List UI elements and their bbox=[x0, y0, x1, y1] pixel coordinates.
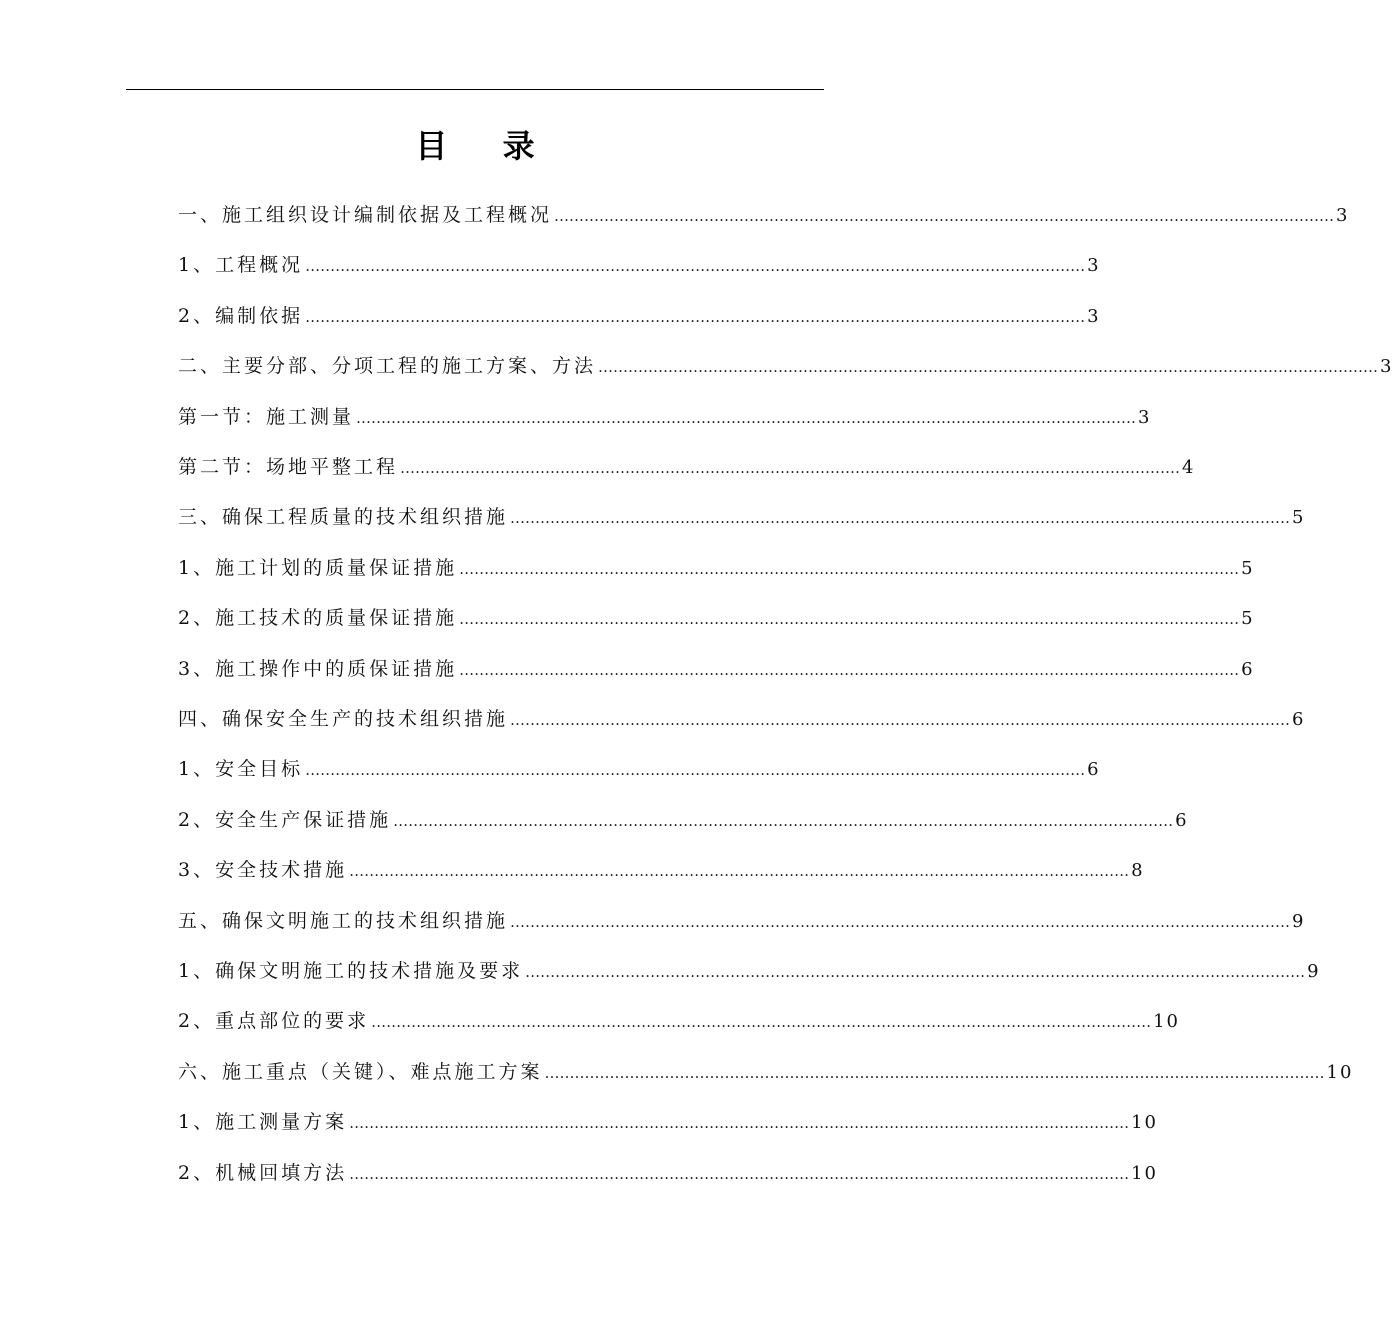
toc-entry[interactable] bbox=[178, 301, 1101, 331]
toc-entry-title: 1、确保文明施工的技术措施及要求 bbox=[178, 960, 524, 982]
toc-entry[interactable] bbox=[178, 1107, 1158, 1137]
toc-entry-page-number: 10 bbox=[1153, 1011, 1180, 1033]
toc-dot-leader: ………………………………………………………………………………………………………………………………………… bbox=[459, 610, 1240, 629]
toc-entry-page-number: 9 bbox=[1292, 910, 1306, 932]
toc-entry[interactable] bbox=[178, 1006, 1180, 1036]
toc-entry-title: 一、施工组织设计编制依据及工程概况 bbox=[178, 204, 553, 226]
toc-entry[interactable] bbox=[178, 956, 1321, 986]
toc-entry-title: 六、施工重点（关键）、难点施工方案 bbox=[178, 1060, 543, 1083]
toc-dot-leader: ………………………………………………………………………………………………………………………………………… bbox=[510, 912, 1291, 931]
toc-entry[interactable] bbox=[178, 906, 1306, 936]
toc-entry-page-number: 10 bbox=[1326, 1061, 1354, 1083]
toc-entry-page-number: 3 bbox=[1138, 406, 1152, 428]
toc-entry-title: 2、施工技术的质量保证措施 bbox=[178, 607, 458, 630]
toc-dot-leader: ………………………………………………………………………………………………………………………………………… bbox=[305, 307, 1086, 326]
toc-entry[interactable] bbox=[178, 402, 1152, 432]
toc-entry[interactable] bbox=[178, 502, 1306, 532]
toc-entry[interactable] bbox=[178, 250, 1101, 280]
toc-dot-leader: ………………………………………………………………………………………………………………………………………… bbox=[305, 257, 1086, 276]
toc-dot-leader: ………………………………………………………………………………………………………………………………………… bbox=[554, 207, 1335, 225]
toc-entry-page-number: 9 bbox=[1307, 961, 1321, 982]
toc-entry-page-number: 3 bbox=[1380, 356, 1393, 378]
toc-dot-leader: ………………………………………………………………………………………………………………………………………… bbox=[459, 559, 1240, 578]
toc-entry-page-number: 3 bbox=[1087, 255, 1101, 277]
toc-entry[interactable] bbox=[178, 553, 1255, 583]
toc-entry-title: 1、安全目标 bbox=[178, 758, 304, 781]
toc-entry-title: 3、安全技术措施 bbox=[178, 859, 348, 882]
toc-entry[interactable] bbox=[178, 452, 1196, 482]
toc-entry-page-number: 6 bbox=[1175, 809, 1189, 831]
toc-dot-leader: ………………………………………………………………………………………………………………………………………… bbox=[305, 761, 1086, 780]
toc-dot-leader: ………………………………………………………………………………………………………………………………………… bbox=[371, 1013, 1152, 1032]
toc-dot-leader: ………………………………………………………………………………………………………………………………………… bbox=[459, 660, 1240, 679]
toc-dot-leader: ………………………………………………………………………………………………………………………………………… bbox=[349, 862, 1130, 881]
toc-entry-page-number: 3 bbox=[1087, 305, 1101, 327]
toc-dot-leader: ………………………………………………………………………………………………………………………………………… bbox=[510, 711, 1291, 729]
toc-entry-page-number: 6 bbox=[1292, 709, 1306, 730]
toc-dot-leader: ………………………………………………………………………………………………………………………………………… bbox=[349, 1164, 1130, 1183]
toc-entry-title: 五、确保文明施工的技术组织措施 bbox=[178, 909, 509, 932]
toc-entry-title: 3、施工操作中的质保证措施 bbox=[178, 657, 458, 680]
toc-entry[interactable] bbox=[178, 1057, 1354, 1087]
toc-entry-title: 2、机械回填方法 bbox=[178, 1161, 348, 1184]
toc-entry[interactable] bbox=[178, 704, 1306, 734]
toc-entry-page-number: 5 bbox=[1292, 507, 1306, 529]
toc-dot-leader: ………………………………………………………………………………………………………………………………………… bbox=[544, 1063, 1325, 1082]
toc-entry-page-number: 10 bbox=[1131, 1112, 1158, 1134]
toc-entry[interactable] bbox=[178, 200, 1350, 230]
toc-entry-title: 2、编制依据 bbox=[178, 304, 304, 327]
toc-entry-title: 2、安全生产保证措施 bbox=[178, 808, 392, 831]
toc-dot-leader: ………………………………………………………………………………………………………………………………………… bbox=[510, 509, 1291, 528]
toc-entry-title: 1、工程概况 bbox=[178, 254, 304, 277]
toc-entry-page-number: 6 bbox=[1087, 759, 1101, 781]
toc-entry-title: 1、施工测量方案 bbox=[178, 1111, 348, 1134]
toc-entry-page-number: 8 bbox=[1131, 860, 1145, 882]
toc-dot-leader: ………………………………………………………………………………………………………………………………………… bbox=[598, 358, 1379, 377]
toc-entry-title: 第一节：施工测量 bbox=[178, 405, 355, 428]
toc-entry-title: 三、确保工程质量的技术组织措施 bbox=[178, 506, 509, 529]
toc-entry[interactable] bbox=[178, 351, 1393, 381]
toc-dot-leader: ………………………………………………………………………………………………………………………………………… bbox=[393, 811, 1174, 830]
toc-entry-page-number: 3 bbox=[1336, 205, 1350, 226]
toc-dot-leader: ………………………………………………………………………………………………………………………………………… bbox=[349, 1114, 1130, 1133]
header-rule bbox=[126, 89, 824, 90]
toc-entry-title: 2、重点部位的要求 bbox=[178, 1010, 370, 1033]
toc-entry[interactable] bbox=[178, 1158, 1158, 1188]
page-title: 目 录 bbox=[415, 127, 557, 165]
toc-entry-title: 第二节：场地平整工程 bbox=[178, 456, 399, 478]
toc-entry-title: 二、主要分部、分项工程的施工方案、方法 bbox=[178, 355, 597, 378]
toc-dot-leader: ………………………………………………………………………………………………………………………………………… bbox=[400, 459, 1181, 477]
toc-entry[interactable] bbox=[178, 805, 1189, 835]
toc-entry[interactable] bbox=[178, 855, 1145, 885]
toc-entry-page-number: 6 bbox=[1241, 658, 1255, 680]
toc-entry[interactable] bbox=[178, 654, 1255, 684]
toc-dot-leader: ………………………………………………………………………………………………………………………………………… bbox=[356, 408, 1137, 427]
toc-entry-page-number: 5 bbox=[1241, 608, 1255, 630]
toc-entry-page-number: 4 bbox=[1182, 457, 1196, 478]
toc-entry[interactable] bbox=[178, 754, 1101, 784]
toc-dot-leader: ………………………………………………………………………………………………………………………………………… bbox=[525, 963, 1306, 981]
toc-entry[interactable] bbox=[178, 603, 1255, 633]
toc-entry-title: 四、确保安全生产的技术组织措施 bbox=[178, 708, 509, 730]
toc-entry-page-number: 5 bbox=[1241, 557, 1255, 579]
toc-entry-page-number: 10 bbox=[1131, 1162, 1158, 1184]
toc-entry-title: 1、施工计划的质量保证措施 bbox=[178, 556, 458, 579]
